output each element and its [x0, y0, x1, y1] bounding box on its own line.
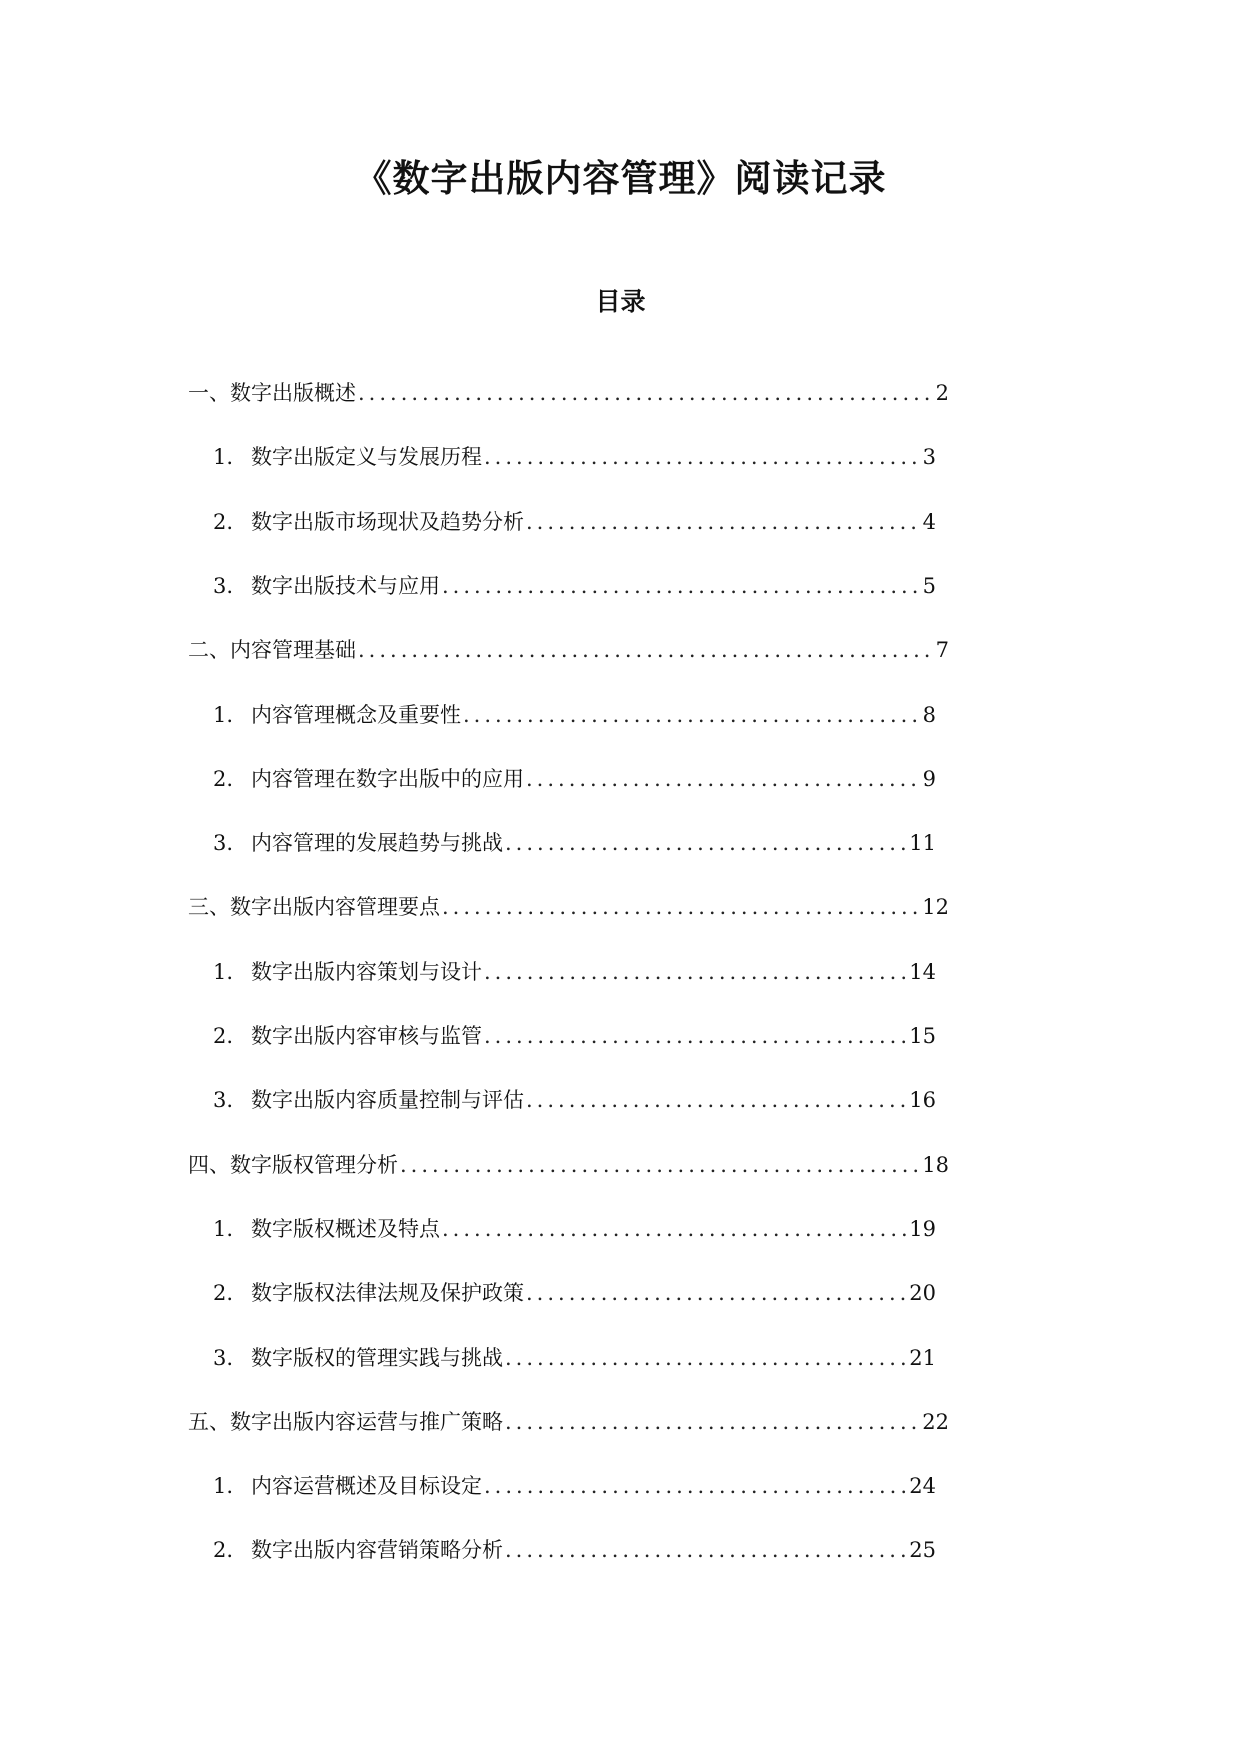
toc-page-number: 25 — [909, 1538, 936, 1562]
toc-page-number: 20 — [909, 1281, 936, 1305]
toc-page-number: 7 — [935, 638, 949, 662]
toc-dot-leader — [484, 445, 921, 469]
toc-entry-number: 1. — [213, 445, 234, 469]
toc-dot-leader — [442, 1217, 907, 1241]
toc-dot-leader — [505, 831, 907, 855]
toc-page-number: 5 — [922, 574, 936, 598]
toc-entry-label: 内容管理的发展趋势与挑战 — [251, 831, 503, 855]
toc-subsection-entry[interactable] — [213, 1342, 936, 1372]
toc-dot-leader — [358, 381, 934, 405]
toc-subsection-entry[interactable] — [213, 699, 936, 729]
toc-dot-leader — [484, 1024, 907, 1048]
toc-page-number: 19 — [909, 1217, 936, 1241]
toc-dot-leader — [505, 1410, 920, 1434]
toc-entry-label: 内容管理概念及重要性 — [251, 703, 461, 727]
toc-entry-label: 数字出版内容策划与设计 — [251, 960, 482, 984]
toc-entry-label: 数字出版内容审核与监管 — [251, 1024, 482, 1048]
toc-dot-leader — [484, 960, 907, 984]
toc-entry-label: 二、内容管理基础 — [188, 638, 356, 662]
toc-page-number: 3 — [922, 445, 936, 469]
document-title: 《数字出版内容管理》阅读记录 — [354, 156, 887, 200]
toc-page-number: 16 — [909, 1088, 936, 1112]
toc-dot-leader — [358, 638, 934, 662]
toc-page-number: 14 — [909, 960, 936, 984]
toc-subsection-entry[interactable] — [213, 441, 936, 471]
toc-subsection-entry[interactable] — [213, 956, 936, 986]
toc-dot-leader — [505, 1538, 907, 1562]
toc-page-number: 18 — [922, 1153, 949, 1177]
toc-subsection-entry[interactable] — [213, 1277, 936, 1307]
toc-section-entry[interactable] — [188, 1149, 949, 1179]
toc-subsection-entry[interactable] — [213, 827, 936, 857]
toc-entry-label: 内容运营概述及目标设定 — [251, 1474, 482, 1498]
toc-subsection-entry[interactable] — [213, 1084, 936, 1114]
toc-page-number: 22 — [922, 1410, 949, 1434]
toc-subsection-entry[interactable] — [213, 1020, 936, 1050]
toc-entry-label: 数字版权的管理实践与挑战 — [251, 1346, 503, 1370]
toc-page-number: 11 — [909, 831, 936, 855]
toc-entry-number: 3. — [213, 1088, 234, 1112]
toc-entry-label: 数字出版内容质量控制与评估 — [251, 1088, 524, 1112]
toc-page-number: 24 — [909, 1474, 936, 1498]
toc-section-entry[interactable] — [188, 891, 949, 921]
toc-entry-label: 五、数字出版内容运营与推广策略 — [188, 1410, 503, 1434]
toc-subsection-entry[interactable] — [213, 1534, 936, 1564]
toc-entry-number: 2. — [213, 1024, 234, 1048]
toc-dot-leader — [463, 703, 921, 727]
toc-subsection-entry[interactable] — [213, 1213, 936, 1243]
toc-dot-leader — [526, 1088, 907, 1112]
toc-page-number: 21 — [909, 1346, 936, 1370]
toc-entry-number: 2. — [213, 1538, 234, 1562]
toc-entry-number: 1. — [213, 703, 234, 727]
toc-entry-number: 1. — [213, 1474, 234, 1498]
toc-entry-label: 数字出版定义与发展历程 — [251, 445, 482, 469]
toc-subsection-entry[interactable] — [213, 570, 936, 600]
toc-dot-leader — [484, 1474, 907, 1498]
toc-section-entry[interactable] — [188, 634, 949, 664]
toc-subsection-entry[interactable] — [213, 506, 936, 536]
toc-entry-number: 2. — [213, 510, 234, 534]
toc-page-number: 15 — [909, 1024, 936, 1048]
toc-entry-number: 1. — [213, 1217, 234, 1241]
toc-entry-label: 数字出版市场现状及趋势分析 — [251, 510, 524, 534]
toc-entry-number: 3. — [213, 1346, 234, 1370]
toc-dot-leader — [526, 510, 921, 534]
toc-entry-number: 2. — [213, 1281, 234, 1305]
toc-entry-number: 2. — [213, 767, 234, 791]
toc-page-number: 12 — [922, 895, 949, 919]
toc-section-entry[interactable] — [188, 1406, 949, 1436]
toc-dot-leader — [442, 895, 920, 919]
toc-dot-leader — [505, 1346, 907, 1370]
toc-dot-leader — [526, 767, 921, 791]
toc-entry-label: 四、数字版权管理分析 — [188, 1153, 398, 1177]
toc-subsection-entry[interactable] — [213, 763, 936, 793]
toc-entry-number: 1. — [213, 960, 234, 984]
toc-entry-label: 内容管理在数字出版中的应用 — [251, 767, 524, 791]
toc-page-number: 4 — [922, 510, 936, 534]
toc-entry-label: 一、数字出版概述 — [188, 381, 356, 405]
toc-entry-label: 数字版权概述及特点 — [251, 1217, 440, 1241]
toc-entry-number: 3. — [213, 831, 234, 855]
toc-heading: 目录 — [595, 287, 646, 316]
toc-dot-leader — [400, 1153, 920, 1177]
toc-dot-leader — [442, 574, 921, 598]
toc-entry-label: 数字版权法律法规及保护政策 — [251, 1281, 524, 1305]
toc-page-number: 2 — [935, 381, 949, 405]
toc-entry-label: 数字出版技术与应用 — [251, 574, 440, 598]
toc-section-entry[interactable] — [188, 377, 949, 407]
toc-page-number: 8 — [922, 703, 936, 727]
toc-entry-number: 3. — [213, 574, 234, 598]
toc-subsection-entry[interactable] — [213, 1470, 936, 1500]
toc-entry-label: 三、数字出版内容管理要点 — [188, 895, 440, 919]
toc-dot-leader — [526, 1281, 907, 1305]
toc-entry-label: 数字出版内容营销策略分析 — [251, 1538, 503, 1562]
toc-page-number: 9 — [922, 767, 936, 791]
